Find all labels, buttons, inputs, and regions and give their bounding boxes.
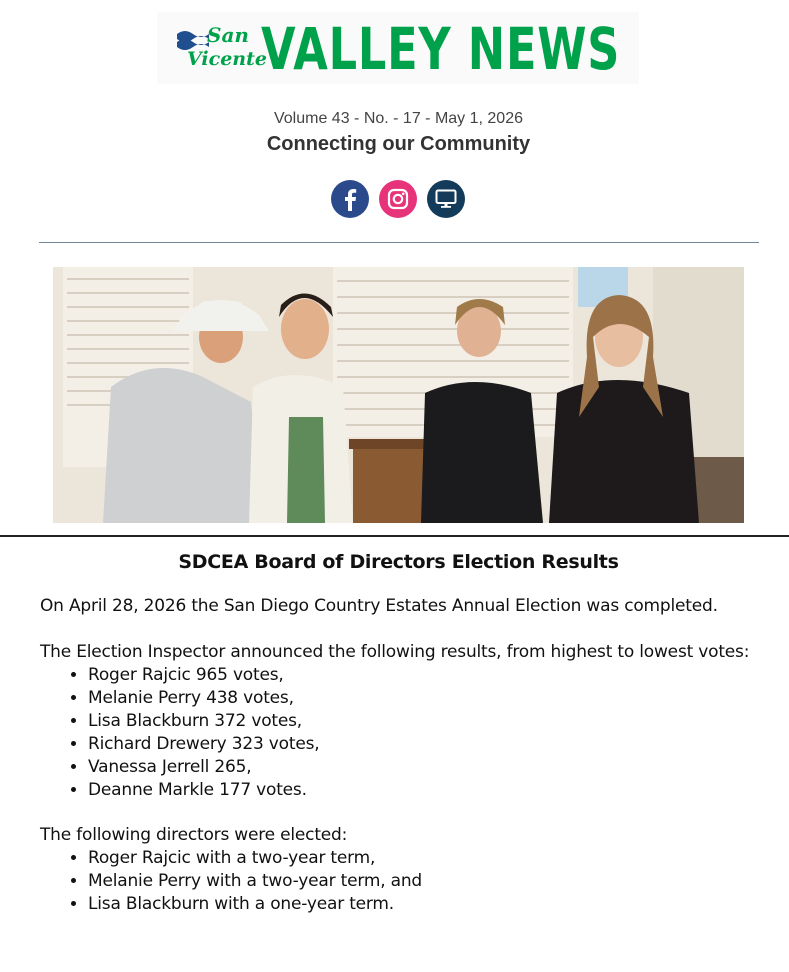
- elected-intro: The following directors were elected:: [40, 825, 348, 845]
- website-monitor-icon: [435, 189, 457, 209]
- instagram-link[interactable]: [379, 180, 417, 218]
- list-item: • Lisa Blackburn with a one-year term.: [88, 893, 760, 916]
- article-body: [40, 595, 760, 938]
- header-divider: [39, 242, 759, 243]
- section-divider: [0, 535, 789, 537]
- election-photo: [53, 267, 744, 523]
- logo-san-text: San: [207, 23, 249, 47]
- masthead-title: VALLEY NEWS: [261, 15, 621, 83]
- results-intro: The Election Inspector announced the following results, from highest to lowest votes:: [40, 642, 750, 662]
- elected-list: [40, 847, 760, 916]
- list-item: • Deanne Markle 177 votes.: [88, 779, 760, 802]
- results-list: [40, 664, 760, 802]
- list-item: • Richard Drewery 323 votes,: [88, 733, 760, 756]
- list-item: • Vanessa Jerrell 265,: [88, 756, 760, 779]
- list-item: • Melanie Perry with a two-year term, and: [88, 870, 760, 893]
- website-link[interactable]: [427, 180, 465, 218]
- list-item: • Lisa Blackburn 372 votes,: [88, 710, 760, 733]
- list-item: • Roger Rajcic with a two-year term,: [88, 847, 760, 870]
- issue-volume-line: Volume 43 - No. - 17 - May 1, 2026: [273, 110, 523, 127]
- list-item: • Roger Rajcic 965 votes,: [88, 664, 760, 687]
- facebook-icon: [340, 187, 360, 211]
- facebook-link[interactable]: [331, 180, 369, 218]
- tagline: Connecting our Community: [266, 133, 531, 155]
- article-intro: On April 28, 2026 the San Diego Country Estates Annual Election was completed.: [40, 596, 718, 616]
- logo-vicente-text: Vicente: [187, 48, 267, 70]
- group-photo-illustration: [53, 267, 744, 523]
- list-item: • Melanie Perry 438 votes,: [88, 687, 760, 710]
- instagram-icon: [387, 188, 409, 210]
- article-title: SDCEA Board of Directors Election Results: [178, 551, 619, 573]
- masthead-logo[interactable]: [157, 12, 639, 84]
